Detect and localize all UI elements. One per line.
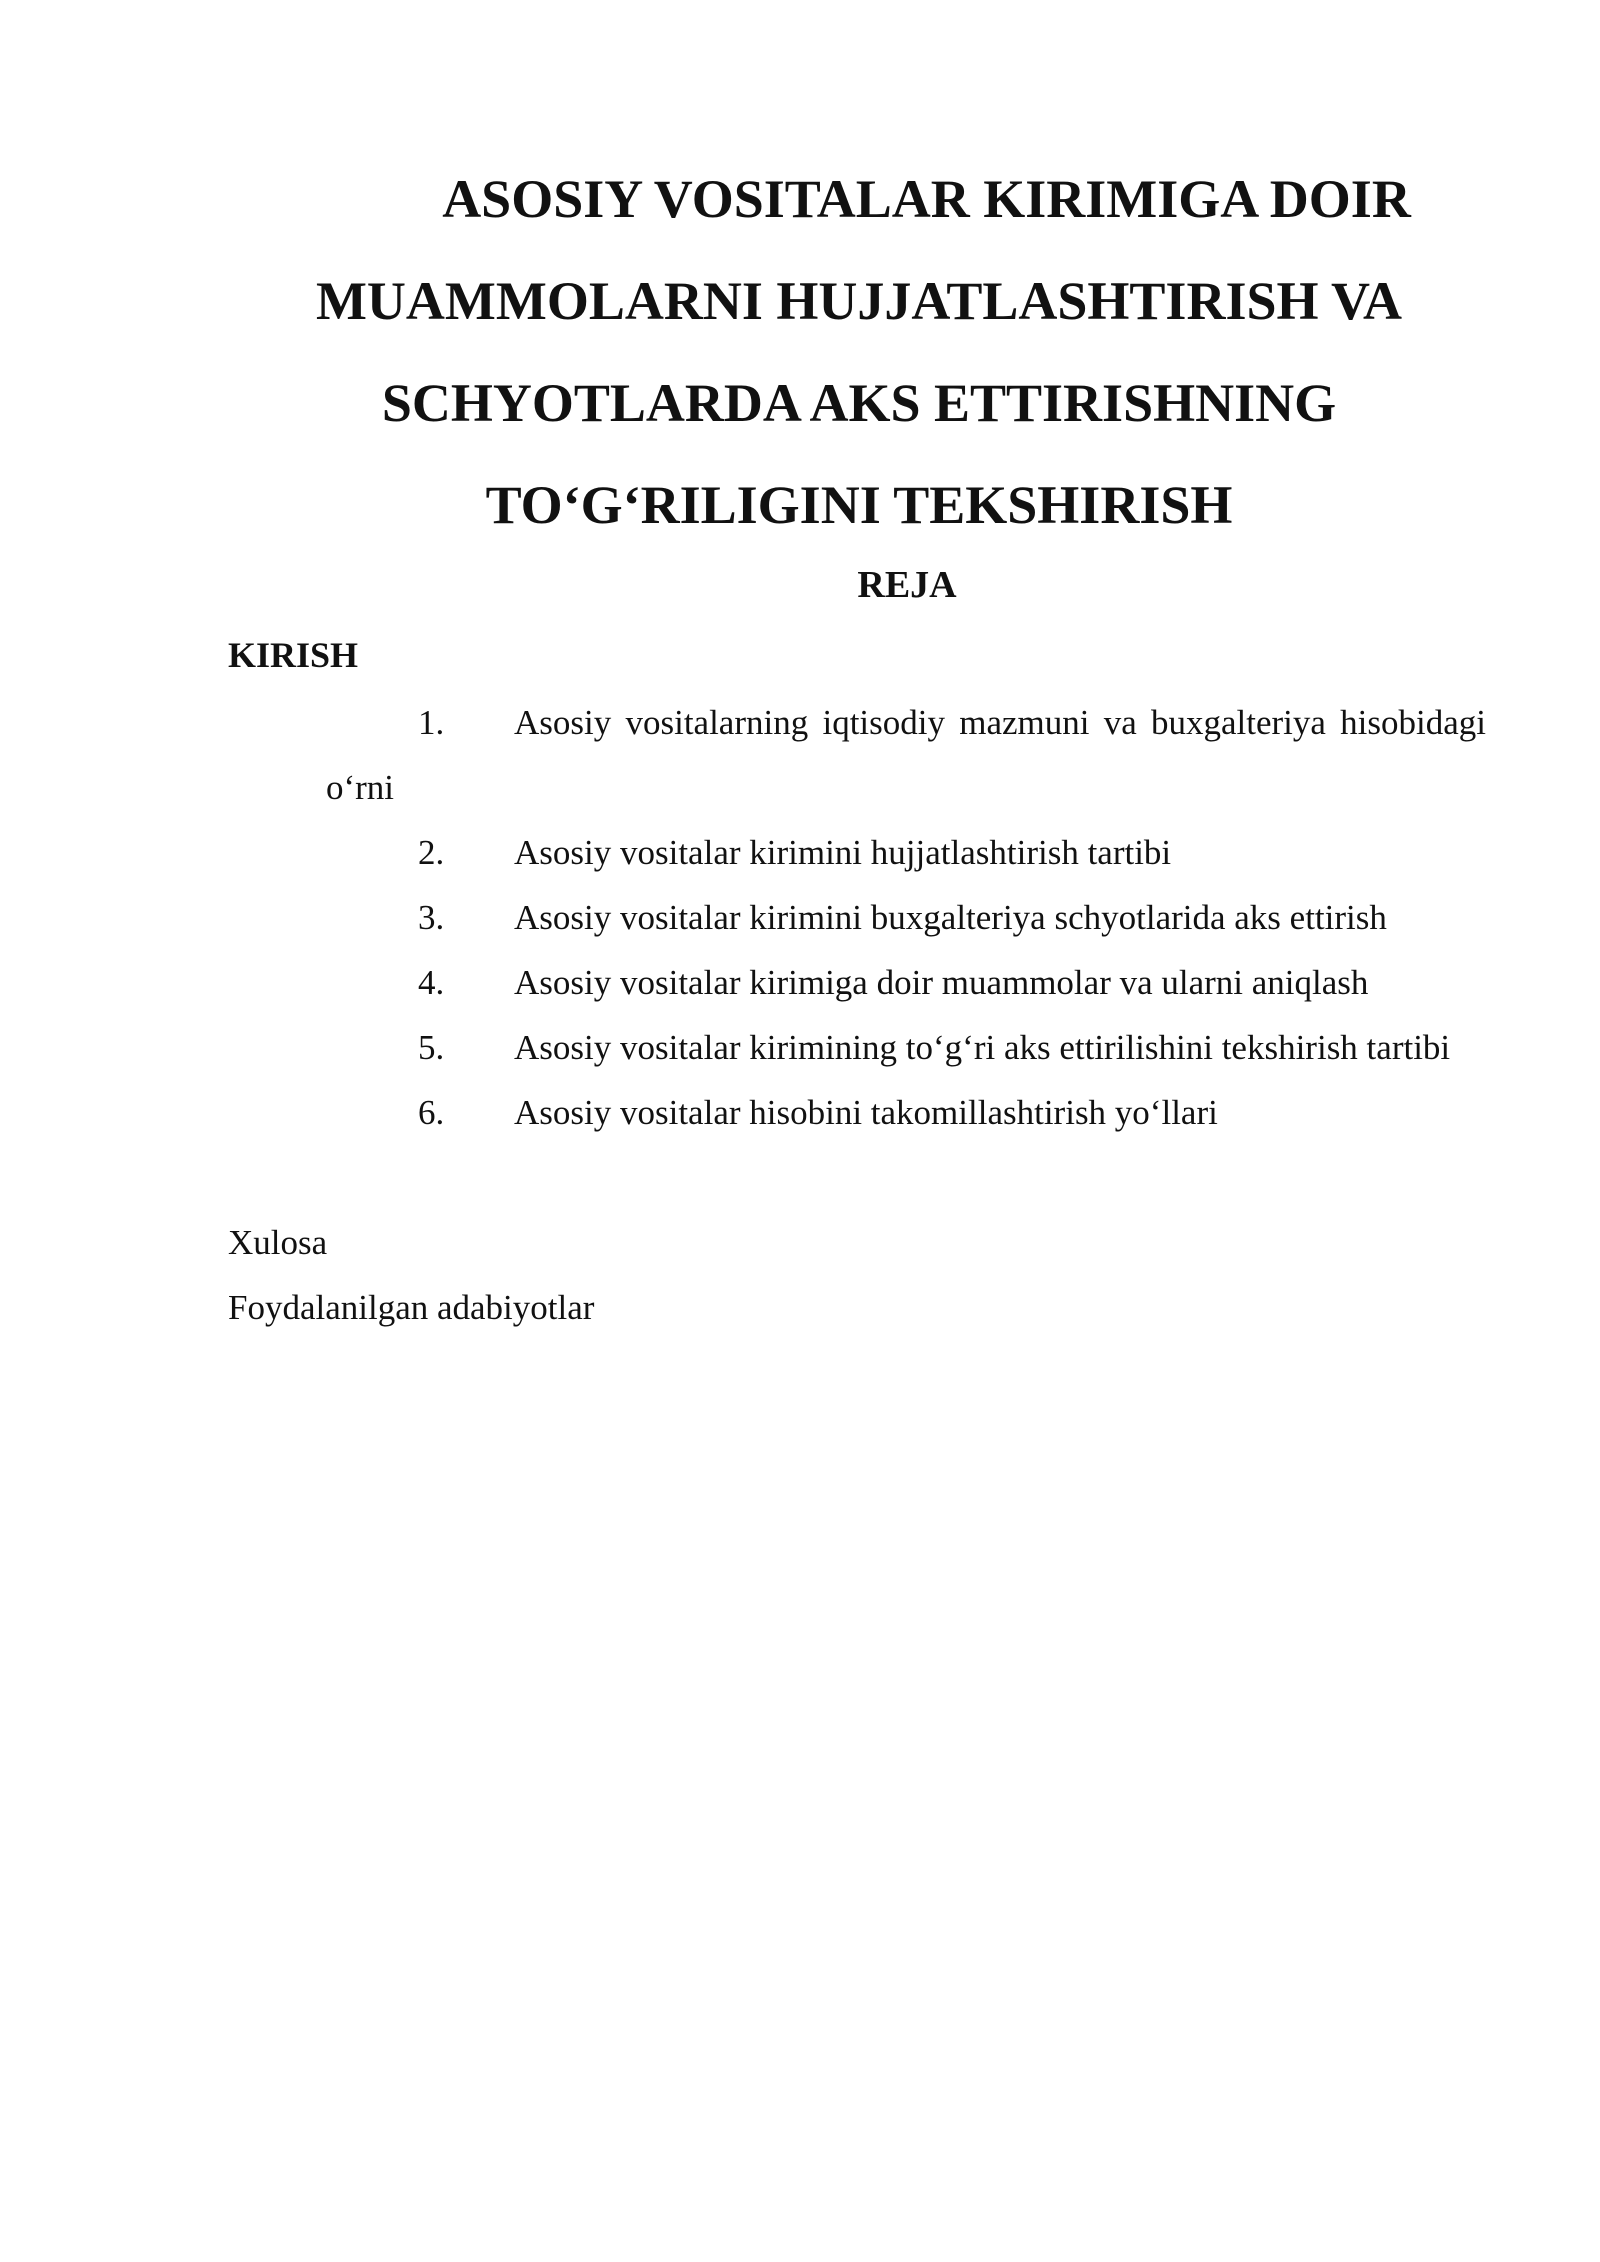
plan-item-number: 6. [418, 1093, 445, 1132]
conclusion-heading: Xulosa [228, 1223, 328, 1262]
plan-item-text: Asosiy vositalar kirimining to‘g‘ri aks ettirilishini tekshirish tartibi [514, 1028, 1451, 1067]
references-heading: Foydalanilgan adabiyotlar [228, 1288, 595, 1327]
plan-item-text: Asosiy vositalar kirimiga doir muammolar va ularni aniqlash [514, 963, 1369, 1002]
plan-item [326, 1015, 1486, 1080]
intro-heading: KIRISH [228, 635, 359, 675]
plan-list [326, 690, 1486, 1145]
plan-item [326, 950, 1486, 1015]
plan-item-text: Asosiy vositalarning iqtisodiy mazmuni va buxgalteriya hisobidagi o‘rni [326, 703, 1486, 807]
plan-item-text: Asosiy vositalar kirimini buxgalteriya schyotlarida aks ettirish [514, 898, 1387, 937]
plan-item-number: 3. [418, 898, 445, 937]
plan-item-text: Asosiy vositalar kirimini hujjatlashtirish tartibi [514, 833, 1172, 872]
plan-item-number: 5. [418, 1028, 445, 1067]
plan-item [326, 820, 1486, 885]
plan-item [326, 1080, 1486, 1145]
plan-heading: REJA [857, 564, 957, 606]
plan-item-number: 4. [418, 963, 445, 1002]
plan-item [326, 690, 1486, 820]
plan-item-text: Asosiy vositalar hisobini takomillashtirish yo‘llari [514, 1093, 1218, 1132]
plan-item-number: 2. [418, 833, 445, 872]
plan-item [326, 885, 1486, 950]
document-title: ASOSIY VOSITALAR KIRIMIGA DOIR MUAMMOLARNI HUJJATLASHTIRISH VA SCHYOTLARDA AKS ETTIRISHNING TO‘G‘RILIGINI TEKSHIRISH [315, 169, 1411, 535]
plan-item-number: 1. [418, 703, 445, 742]
